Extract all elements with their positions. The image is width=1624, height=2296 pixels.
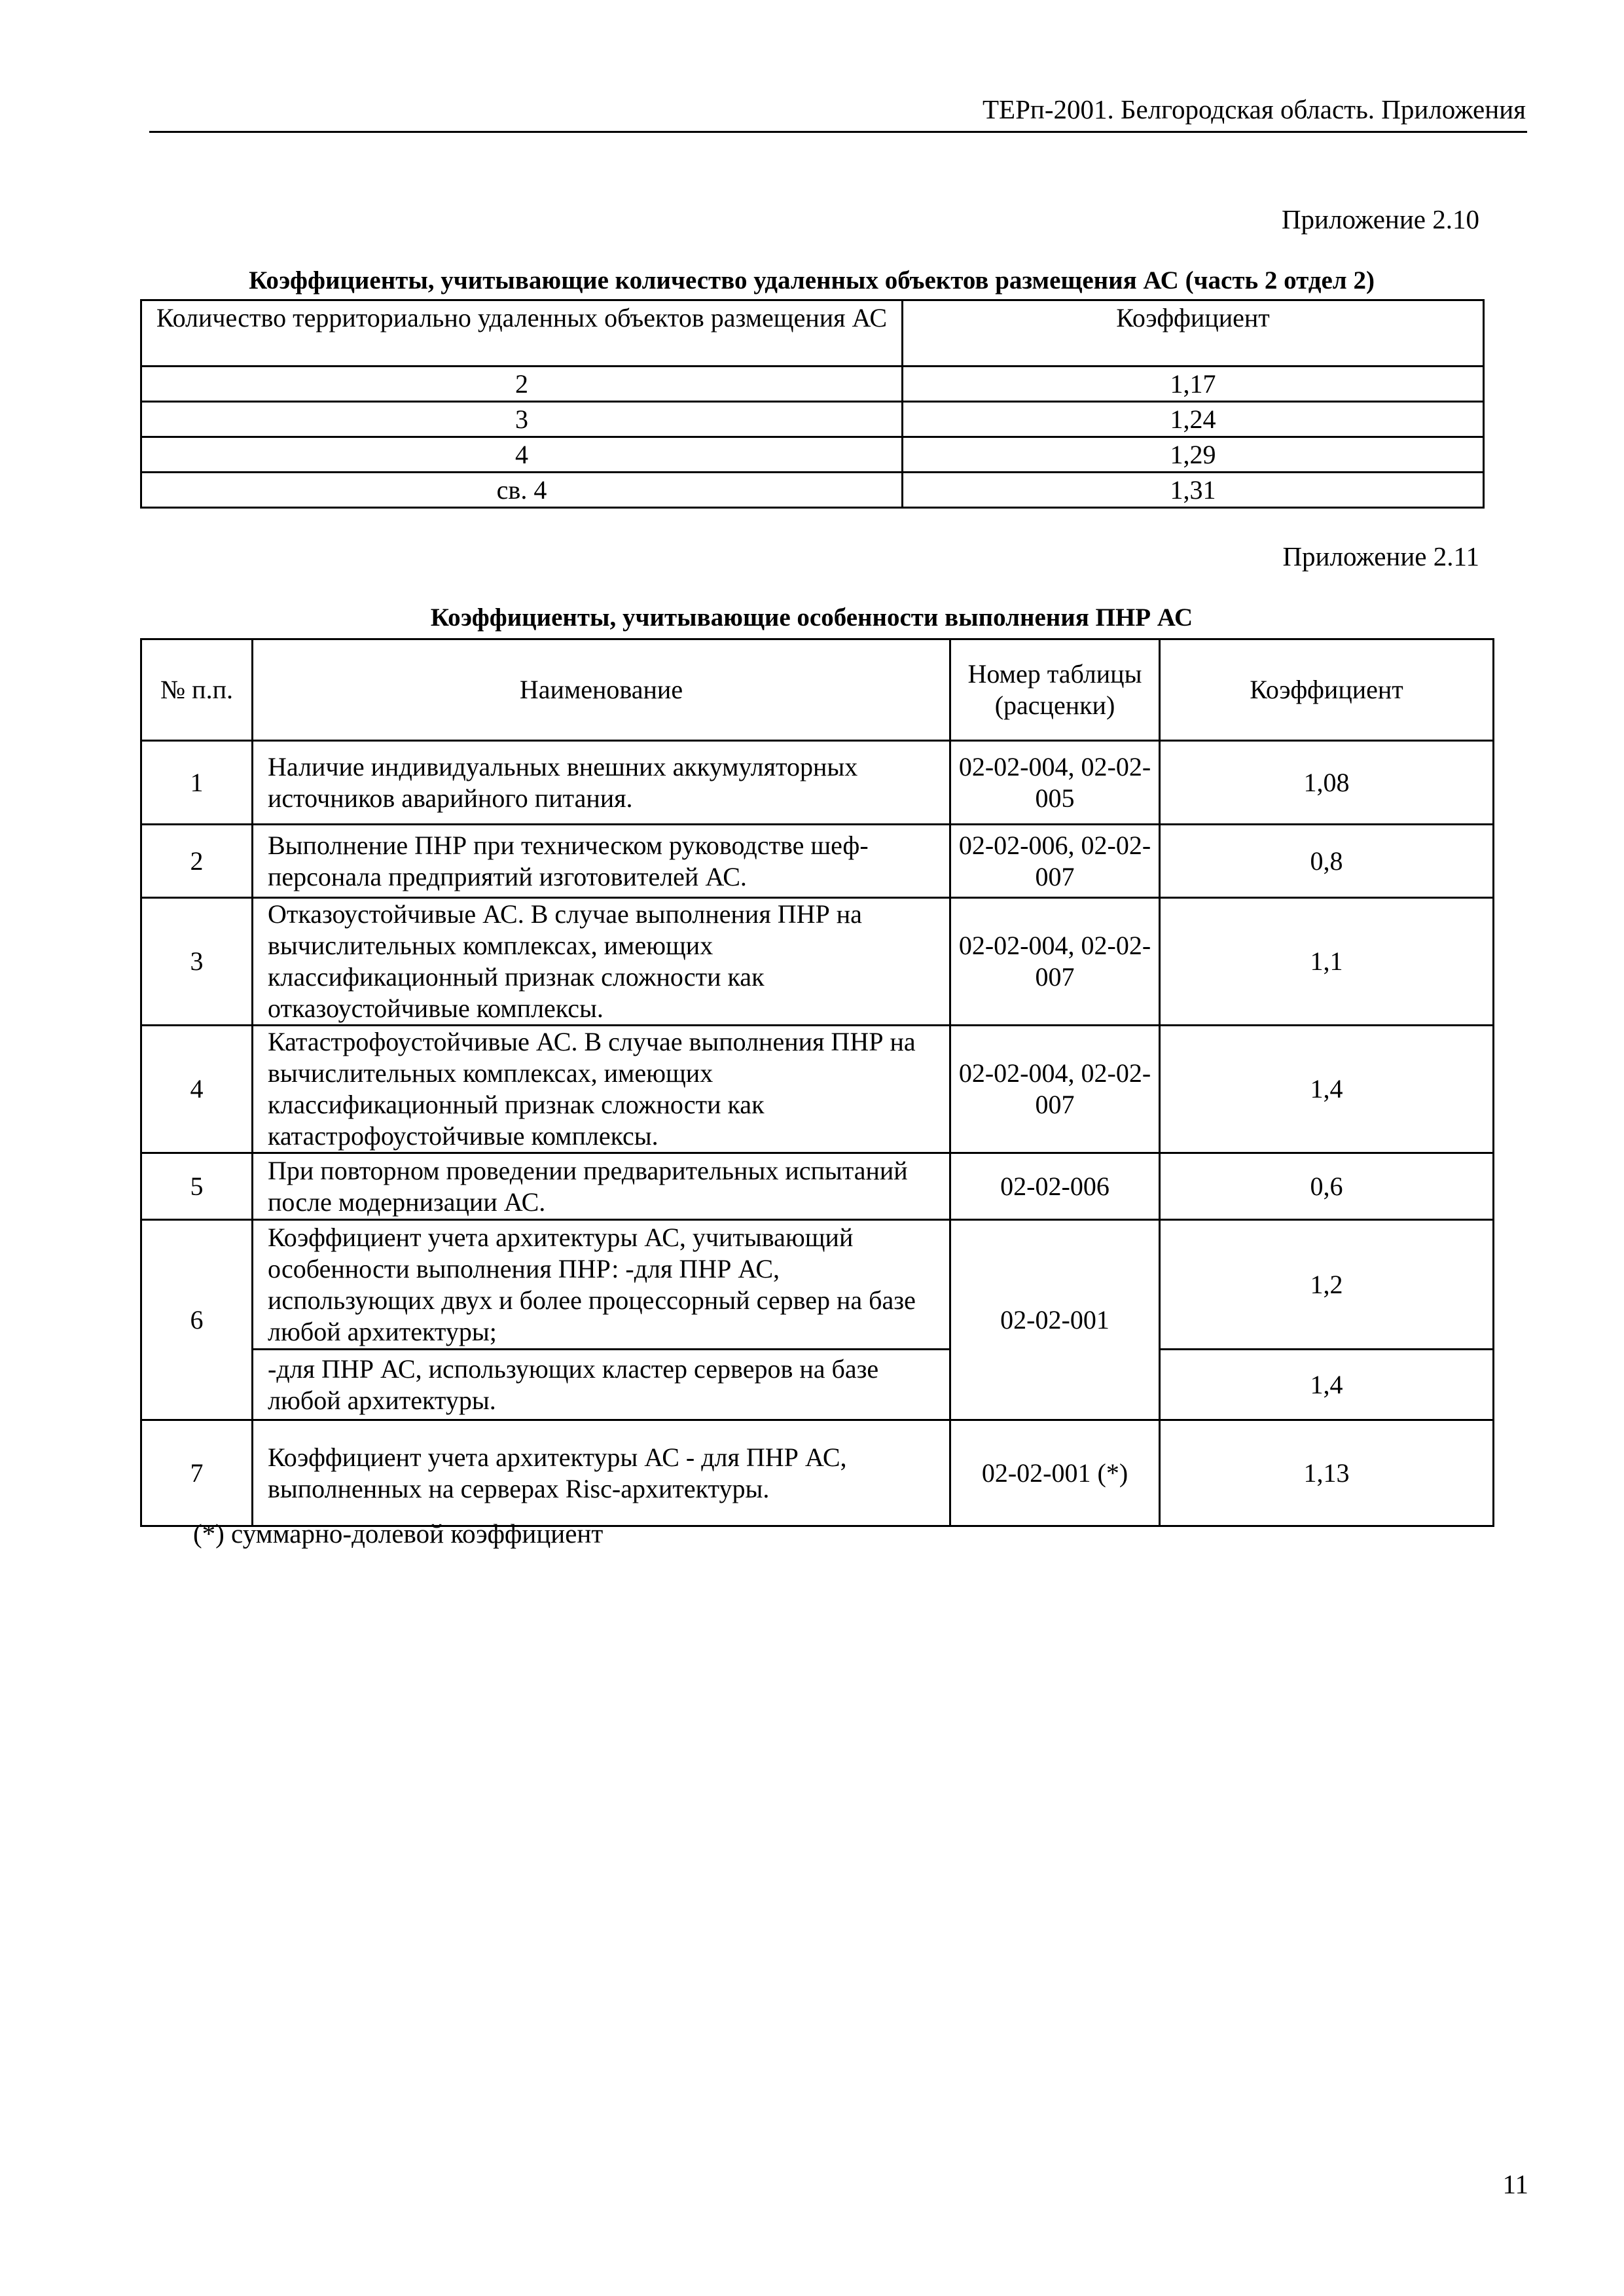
column-header-count: Количество территориально удаленных объектов размещения АС [141, 300, 903, 367]
cell-name: Отказоустойчивые АС. В случае выполнения ПНР на вычислительных комплексах, имеющих классификационный признак сложности как отказоустойчивые комплексы. [253, 898, 950, 1026]
cell-coef: 1,31 [903, 473, 1484, 508]
column-header-coef: Коэффициент [1160, 639, 1494, 741]
cell-name: Наличие индивидуальных внешних аккумуляторных источников аварийного питания. [253, 741, 950, 825]
cell-name: Коэффициент учета архитектуры АС, учитывающий особенности выполнения ПНР: -для ПНР АС, использующих двух и более процессорный сервер на базе любой архитектуры; [253, 1220, 950, 1350]
table-header-row [141, 639, 1494, 741]
cell-table-no: 02-02-006, 02-02-007 [950, 825, 1160, 898]
appendix-label-2-11: Приложение 2.11 [1282, 541, 1479, 571]
cell-count: 3 [141, 402, 903, 437]
running-header: ТЕРп-2001. Белгородская область. Приложения [983, 94, 1526, 124]
cell-name: При повторном проведении предварительных испытаний после модернизации АС. [253, 1153, 950, 1220]
table-title-2-10: Коэффициенты, учитывающие количество удаленных объектов размещения АС (часть 2 отдел 2) [249, 266, 1375, 295]
cell-count: 4 [141, 437, 903, 473]
cell-num: 7 [141, 1420, 253, 1526]
cell-table-no: 02-02-004, 02-02-007 [950, 1026, 1160, 1153]
cell-coef: 1,4 [1160, 1026, 1494, 1153]
cell-coef: 0,8 [1160, 825, 1494, 898]
coefficients-table-2-11 [140, 638, 1494, 1527]
cell-count: св. 4 [141, 473, 903, 508]
column-header-num: № п.п. [141, 639, 253, 741]
cell-table-no: 02-02-001 [950, 1220, 1160, 1420]
cell-table-no: 02-02-006 [950, 1153, 1160, 1220]
table-row [141, 1153, 1494, 1220]
cell-num: 3 [141, 898, 253, 1026]
table-row [141, 437, 1484, 473]
table-row [141, 1026, 1494, 1153]
cell-count: 2 [141, 367, 903, 402]
table-row [141, 1220, 1494, 1350]
table-row [141, 367, 1484, 402]
header-rule [149, 131, 1527, 133]
cell-coef: 1,08 [1160, 741, 1494, 825]
page-number: 11 [1502, 2169, 1528, 2199]
cell-name: Выполнение ПНР при техническом руководстве шеф-персонала предприятий изготовителей АС. [253, 825, 950, 898]
table-row [141, 402, 1484, 437]
table-row [141, 1350, 1494, 1420]
table-row [141, 825, 1494, 898]
table-row [141, 741, 1494, 825]
cell-coef: 1,24 [903, 402, 1484, 437]
cell-coef: 1,29 [903, 437, 1484, 473]
cell-num: 4 [141, 1026, 253, 1153]
cell-coef: 0,6 [1160, 1153, 1494, 1220]
footnote: (*) суммарно-долевой коэффициент [193, 1518, 604, 1549]
coefficients-table-2-10 [140, 299, 1485, 509]
cell-coef: 1,2 [1160, 1220, 1494, 1350]
table-row [141, 1420, 1494, 1526]
column-header-name: Наименование [253, 639, 950, 741]
cell-name: Катастрофоустойчивые АС. В случае выполнения ПНР на вычислительных комплексах, имеющих классификационный признак сложности как катастрофоустойчивые комплексы. [253, 1026, 950, 1153]
column-header-table-no: Номер таблицы (расценки) [950, 639, 1160, 741]
cell-num: 1 [141, 741, 253, 825]
table-row [141, 898, 1494, 1026]
cell-coef: 1,1 [1160, 898, 1494, 1026]
cell-num: 2 [141, 825, 253, 898]
table-header-row [141, 300, 1484, 367]
cell-name: Коэффициент учета архитектуры АС - для ПНР АС, выполненных на серверах Risc-архитектуры. [253, 1420, 950, 1526]
cell-coef: 1,13 [1160, 1420, 1494, 1526]
table-title-2-11: Коэффициенты, учитывающие особенности выполнения ПНР АС [430, 603, 1193, 632]
cell-table-no: 02-02-001 (*) [950, 1420, 1160, 1526]
cell-num: 5 [141, 1153, 253, 1220]
table-row [141, 473, 1484, 508]
cell-num: 6 [141, 1220, 253, 1420]
cell-coef: 1,4 [1160, 1350, 1494, 1420]
cell-table-no: 02-02-004, 02-02-005 [950, 741, 1160, 825]
cell-table-no: 02-02-004, 02-02-007 [950, 898, 1160, 1026]
cell-coef: 1,17 [903, 367, 1484, 402]
appendix-label-2-10: Приложение 2.10 [1281, 204, 1479, 234]
column-header-coef: Коэффициент [903, 300, 1484, 367]
cell-name: -для ПНР АС, использующих кластер серверов на базе любой архитектуры. [253, 1350, 950, 1420]
